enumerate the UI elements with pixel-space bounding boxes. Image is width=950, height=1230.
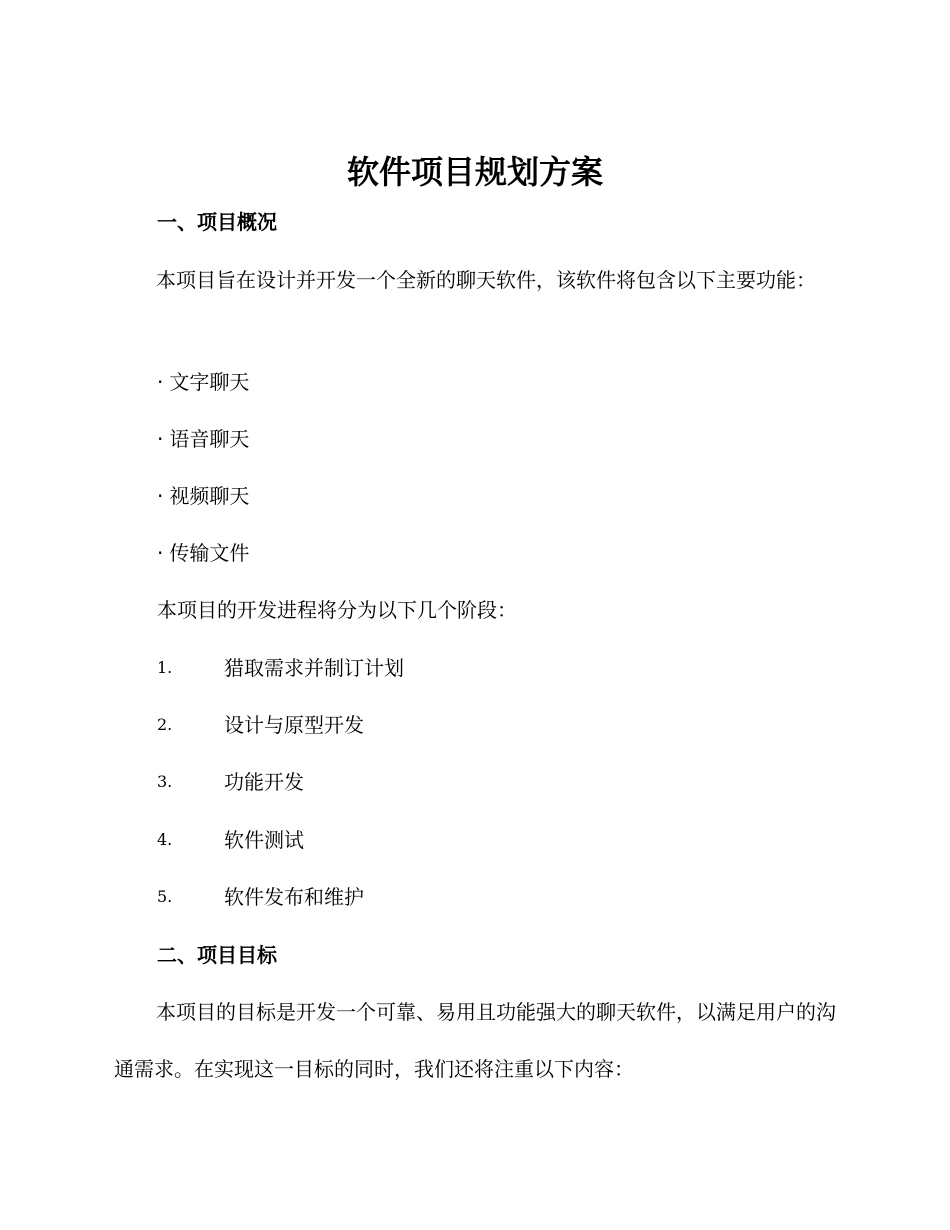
phase-number: 2. [157, 715, 173, 734]
feature-list-item [157, 368, 249, 396]
phase-label: 猎取需求并制订计划 [224, 656, 404, 680]
feature-list-item [157, 482, 249, 510]
overview-paragraph: 本项目旨在设计并开发一个全新的聊天软件，该软件将包含以下主要功能： [156, 268, 816, 292]
phase-label: 软件测试 [224, 828, 304, 852]
feature-label: 语音聊天 [169, 427, 250, 451]
phase-label: 功能开发 [224, 770, 304, 794]
document-title: 软件项目规划方案 [346, 153, 603, 191]
phase-number: 5. [157, 887, 173, 906]
feature-label: 文字聊天 [169, 370, 250, 394]
phases-intro: 本项目的开发进程将分为以下几个阶段： [157, 598, 517, 622]
feature-label: 视频聊天 [169, 484, 250, 508]
bullet-icon: · [157, 541, 164, 565]
section-heading-overview: 一、项目概况 [157, 210, 277, 234]
bullet-icon: · [157, 427, 164, 451]
feature-label: 传输文件 [169, 541, 250, 565]
phase-label: 设计与原型开发 [224, 713, 364, 737]
phase-label: 软件发布和维护 [224, 885, 364, 909]
feature-list-item [157, 425, 249, 453]
bullet-icon: · [157, 370, 164, 394]
section-heading-goals: 二、项目目标 [157, 943, 277, 967]
feature-list-item [157, 539, 249, 567]
phase-number: 1. [157, 658, 173, 677]
bullet-icon: · [157, 484, 164, 508]
phase-number: 3. [157, 772, 173, 791]
goals-paragraph: 本项目的目标是开发一个可靠、易用且功能强大的聊天软件，以满足用户的沟通需求。在实现这一目标的同时，我们还将注重以下内容： [114, 1000, 836, 1081]
phase-number: 4. [157, 830, 173, 849]
